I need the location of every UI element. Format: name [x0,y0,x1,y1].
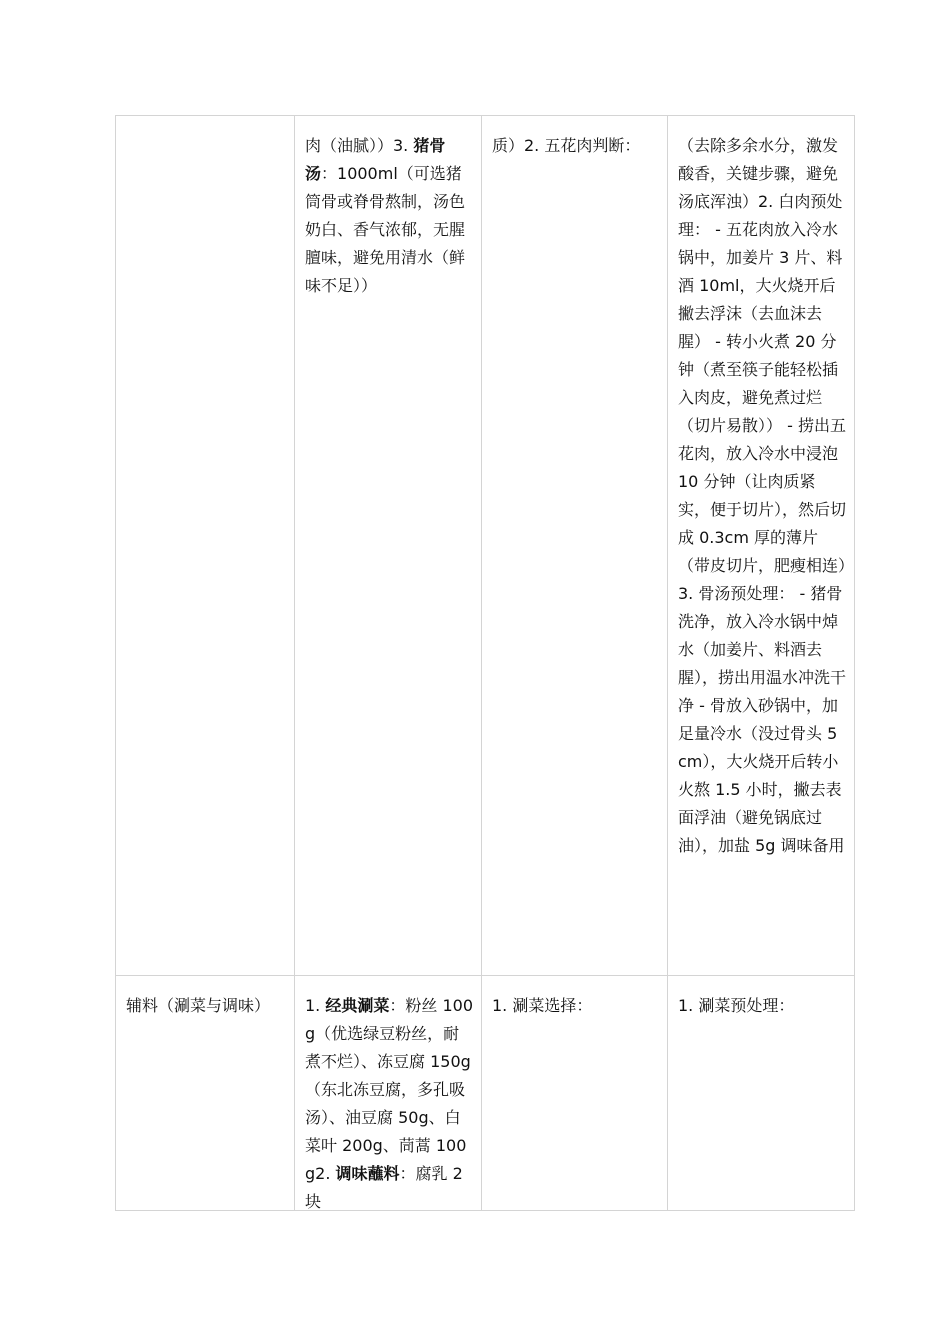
cell-r1-c2 [295,116,482,976]
cell-text: - 五花肉放入冷水锅中，加姜片 3 片、料酒 10ml，大火烧开后撇去浮沫（去血沫去腥） [678,220,843,351]
cell-text: ：腐乳 2 块 [305,1164,463,1211]
cell-clip [305,992,474,1211]
cell-r2-c2 [295,976,482,1211]
table-row [116,976,855,1211]
table-row [116,116,855,976]
cell-text: 1. 涮菜选择： [492,996,593,1015]
cell-bold-term: 经典涮菜 [325,996,390,1015]
cell-bold-term: 调味蘸料 [335,1164,400,1183]
cell-text: - 转小火煮 20 分钟（煮至筷子能轻松插入肉皮，避免煮过烂（切片易散）） [678,332,839,435]
cell-text: 质）2. 五花肉判断： [492,136,641,155]
cell-text: - 骨放入砂锅中，加足量冷水（没过骨头 5cm），大火烧开后转小火熬 1.5 小时，撇去表面浮油（避免锅底过油），加盐 5g 调味备用 [678,696,845,855]
cell-text: - 捞出五花肉，放入冷水中浸泡 10 分钟（让肉质紧实，便于切片），然后切成 0.3cm 厚的薄片（带皮切片，肥瘦相连）3. 骨汤预处理： [678,416,847,603]
cell-text: （去除多余水分，激发酸香，关键步骤，避免汤底浑浊）2. 白肉预处理： [678,136,843,239]
cell-r2-c3 [482,976,668,1211]
cell-r2-c1: 辅料（涮菜与调味） [116,976,295,1211]
cell-text: ：1000ml（可选猪筒骨或脊骨熬制，汤色奶白、香气浓郁，无腥膻味，避免用清水（鲜味不足）） [305,164,466,295]
cell-text: ：粉丝 100g（优选绿豆粉丝，耐煮不烂）、冻豆腐 150g（东北冻豆腐，多孔吸汤）、油豆腐 50g、白菜叶 200g、茼蒿 100g2. [305,996,474,1183]
cell-clip [678,992,846,1020]
cell-bold-term: 猪骨汤 [305,136,446,183]
recipe-table [115,115,855,1211]
cell-clip [492,992,659,1020]
cell-r1-c1 [116,116,295,976]
cell-text: - 猪骨洗净，放入冷水锅中焯水（加姜片、料酒去腥），捞出用温水冲洗干净 [678,584,847,715]
cell-text: 1. [305,996,326,1015]
cell-r1-c4 [668,116,855,976]
cell-r1-c3 [482,116,668,976]
cell-r2-c4 [668,976,855,1211]
cell-text: 1. 涮菜预处理： [678,996,795,1015]
cell-text: 肉（油腻））3. [305,136,414,155]
